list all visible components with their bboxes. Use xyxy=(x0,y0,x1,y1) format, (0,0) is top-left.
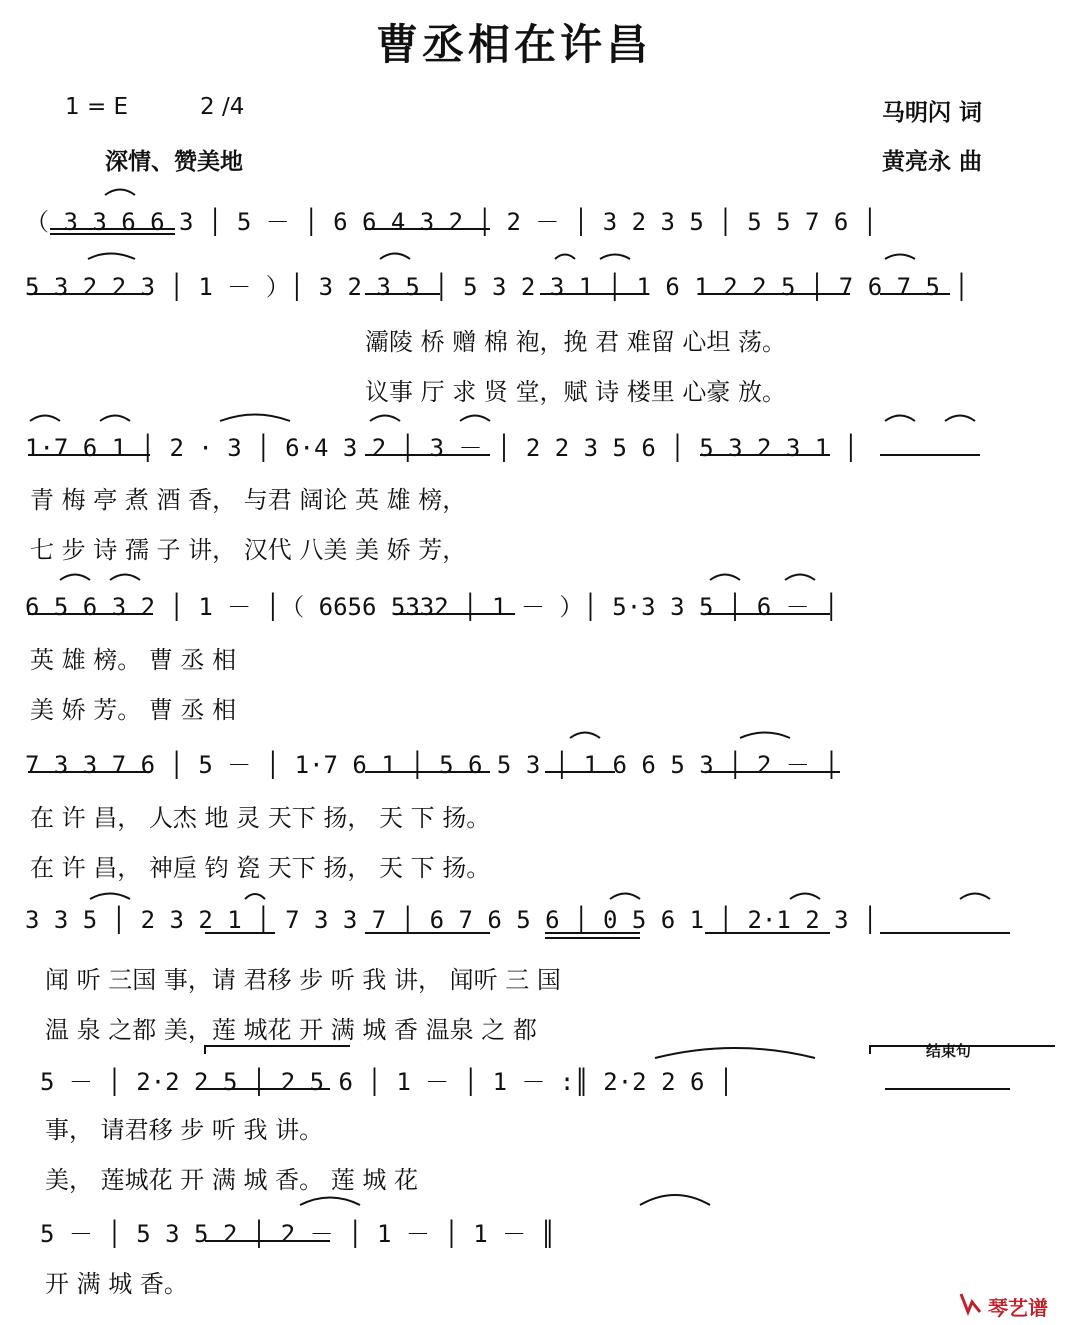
slur xyxy=(370,416,400,422)
notation-row: 5 3 2 2 3 │ 1 － ）│ 3 2 3 5 │ 5 3 2 3 1 │ 1 6 1 2 2 5 │ 7 6 7 5 │ xyxy=(25,273,969,301)
time-signature: 2 /4 xyxy=(200,94,245,120)
lyric-line: 事， 请君移 步 听 我 讲。 xyxy=(45,1116,324,1144)
slur xyxy=(740,733,790,739)
lyric-line: 青 梅 亭 煮 酒 香， 与君 阔论 英 雄 榜， xyxy=(30,486,467,514)
lyric-line: 在 许 昌， 人杰 地 灵 天下 扬， 天 下 扬。 xyxy=(30,804,491,832)
slur xyxy=(710,575,740,581)
tie-long xyxy=(640,1195,710,1205)
slur xyxy=(600,255,630,260)
key-signature: 1 = E xyxy=(65,94,129,120)
notation-row: 1·7 6 1 │ 2 · 3 │ 6·4 3 2 │ 3 － │ 2 2 3 5 6 │ 5 3 2 3 1 │ xyxy=(25,434,859,462)
lyric-line: 闻 听 三国 事，请 君移 步 听 我 讲， 闻听 三 国 xyxy=(45,966,561,994)
slur xyxy=(960,894,990,900)
slur xyxy=(460,416,490,422)
notation-row: 7 3 3 7 6 │ 5 － │ 1·7 6 1 │ 5 6 5 3 │ 1 6 6 5 3 │ 2 － │ xyxy=(25,751,839,779)
slur xyxy=(30,416,60,422)
slur xyxy=(105,190,135,196)
slur xyxy=(570,733,600,739)
notation-row: 3 3 5 │ 2 3 2 1 │ 7 3 3 7 │ 6 7 6 5 6 │ 0 5 6 1 │ 2·1 2 3 │ xyxy=(25,906,878,934)
volta-bracket xyxy=(870,1046,1055,1054)
song-title: 曹丞相在许昌 xyxy=(376,20,653,69)
notation-row: 5 － │ 2·2 2 5 │ 2 5 6 │ 1 － │ 1 － :║ 2·2 2 6 │ xyxy=(40,1068,734,1096)
slur xyxy=(790,894,820,900)
slur xyxy=(380,254,410,260)
slur xyxy=(60,575,90,581)
brand-name: 琴艺谱 xyxy=(988,1296,1048,1320)
lyric-line: 英 雄 榜。 曹 丞 相 xyxy=(30,646,237,674)
lyric-line: 美， 莲城花 开 满 城 香。 莲 城 花 xyxy=(45,1166,419,1194)
slur xyxy=(555,255,575,260)
slur xyxy=(785,575,815,581)
notation-row: 5 － │ 5 3 5 2 │ 2 － │ 1 － │ 1 － ║ xyxy=(40,1220,556,1248)
slur xyxy=(245,894,265,899)
slur xyxy=(610,894,640,900)
lyric-line: 温 泉 之都 美，莲 城花 开 满 城 香 温泉 之 都 xyxy=(45,1016,537,1044)
lyric-line: 在 许 昌， 神垕 钧 瓷 天下 扬， 天 下 扬。 xyxy=(30,854,491,882)
lyricist-credit: 马明闪 词 xyxy=(882,100,983,126)
slur xyxy=(300,1198,360,1206)
slur xyxy=(110,575,140,581)
slur xyxy=(945,416,975,422)
tie-long xyxy=(655,1048,815,1058)
slur xyxy=(220,415,290,422)
slur xyxy=(885,255,915,260)
lyric-line: 灞陵 桥 赠 棉 袍，挽 君 难留 心坦 荡。 xyxy=(365,328,787,356)
lyric-line: 开 满 城 香。 xyxy=(45,1270,188,1298)
volta-bracket xyxy=(205,1046,350,1054)
slur xyxy=(88,254,135,260)
slur xyxy=(885,416,915,422)
slur xyxy=(90,894,130,900)
lyric-line: 议事 厅 求 贤 堂，赋 诗 楼里 心豪 放。 xyxy=(365,378,787,406)
lyric-line: 美 娇 芳。 曹 丞 相 xyxy=(30,696,237,724)
composer-credit: 黄亮永 曲 xyxy=(882,149,983,175)
tempo-marking: 深情、赞美地 xyxy=(105,149,243,175)
slur xyxy=(100,416,130,422)
lyric-line: 七 步 诗 孺 子 讲， 汉代 八美 美 娇 芳， xyxy=(30,536,467,564)
notation-row: 6 5 6 3 2 │ 1 － │（ 6656 5332 │ 1 － ）│ 5·3 3 5 │ 6 － │ xyxy=(25,593,839,621)
ending-label: 结束句 xyxy=(926,1042,972,1060)
notation-row: （ 3 3 6 6 3 │ 5 － │ 6 6 4 3 2 │ 2 － │ 3 2 3 5 │ 5 5 7 6 │ xyxy=(25,208,878,236)
